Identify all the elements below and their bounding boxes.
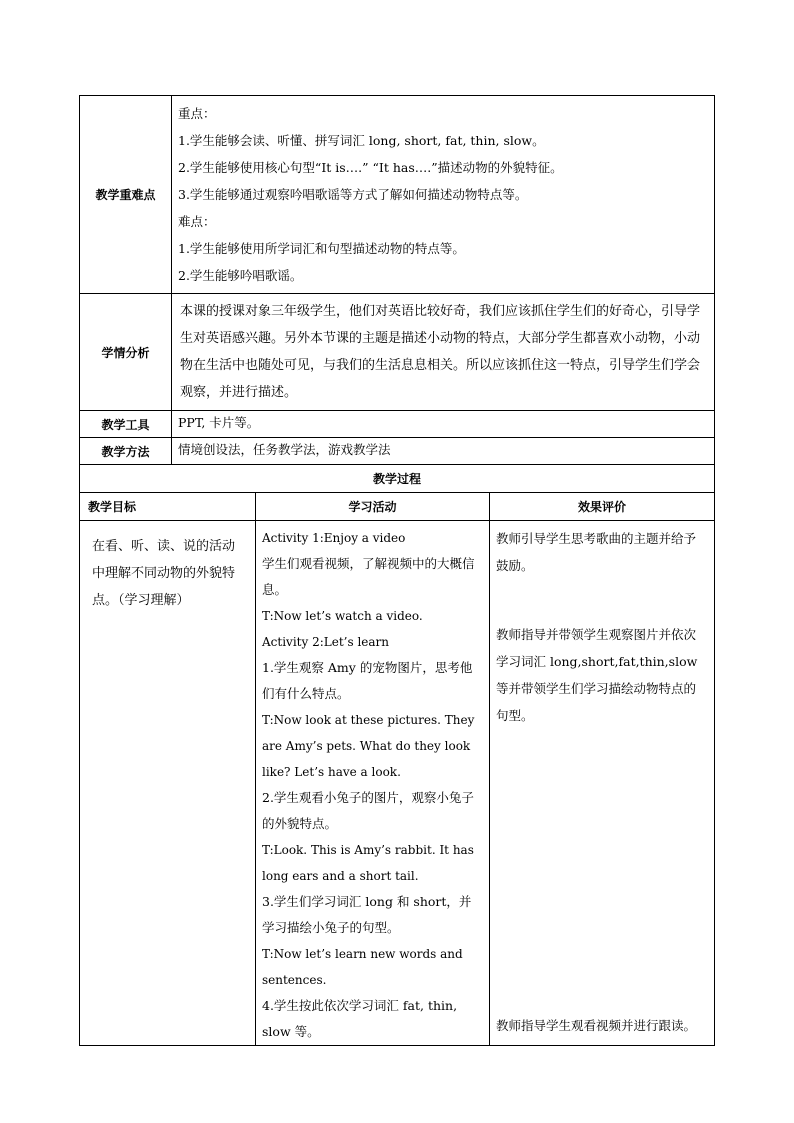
methods-row (80, 438, 715, 465)
activity-line: T:Look. This is Amy’s rabbit. It has long ears and a short tail. (262, 843, 474, 883)
focus-line: 难点： (178, 214, 216, 229)
activity-line: T:Now let’s watch a video. (262, 609, 423, 623)
focus-line: 1.学生能够使用所学词汇和句型描述动物的特点等。 (178, 241, 465, 256)
analysis-label: 学情分析 (80, 294, 172, 411)
header-goal: 教学目标 (80, 493, 256, 521)
activity-line: T:Now let’s learn new words and sentences. (262, 947, 463, 987)
focus-content (172, 96, 715, 294)
tools-row (80, 411, 715, 438)
focus-line: 2.学生能够使用核心句型“It is….” “It has….”描述动物的外貌特征。 (178, 160, 563, 175)
activity-line: 3.学生们学习词汇 long 和 short，并学习描绘小兔子的句型。 (262, 894, 472, 935)
activity-line: 学生们观看视频，了解视频中的大概信息。 (262, 556, 475, 597)
focus-label: 教学重难点 (80, 96, 172, 294)
lesson-plan-table (79, 95, 715, 1046)
activity-line: Activity 1:Enjoy a video (262, 531, 406, 545)
activity-line: 4.学生按此依次学习词汇 fat, thin, slow 等。 (262, 998, 458, 1039)
evaluation-list (490, 521, 714, 1045)
focus-line: 2.学生能够吟唱歌谣。 (178, 268, 303, 283)
focus-line: 重点： (178, 106, 216, 121)
process-body-row (80, 521, 715, 1046)
focus-row (80, 96, 715, 294)
process-title-row (80, 465, 715, 493)
header-activity: 学习活动 (256, 493, 490, 521)
goal-text: 在看、听、读、说的活动中理解不同动物的外貌特点。（学习理解） (92, 539, 236, 608)
tools-text: PPT, 卡片等。 (178, 415, 260, 430)
focus-line: 3.学生能够通过观察吟唱歌谣等方式了解如何描述动物特点等。 (178, 187, 528, 202)
header-evaluation: 效果评价 (490, 493, 715, 521)
activity-line: 1.学生观察 Amy 的宠物图片，思考他们有什么特点。 (262, 660, 473, 701)
activity-list (256, 521, 489, 1045)
process-header-row (80, 493, 715, 521)
evaluation-line: 教师指导学生观看视频并进行跟读。 (496, 1018, 697, 1033)
analysis-row (80, 294, 715, 411)
analysis-text: 本课的授课对象三年级学生，他们对英语比较好奇，我们应该抓住学生们的好奇心，引导学生对英语感兴趣。另外本节课的主题是描述小动物的特点，大部分学生都喜欢小动物，小动物在生活中也随处可见，与我们的生活息息相关。所以应该抓住这一特点，引导学生们学会观察，并进行描述。 (180, 304, 701, 400)
methods-text: 情境创设法，任务教学法，游戏教学法 (178, 442, 391, 457)
focus-line: 1.学生能够会读、听懂、拼写词汇 long, short, fat, thin, slow。 (178, 133, 545, 148)
tools-label: 教学工具 (80, 411, 172, 438)
activity-line: Activity 2:Let’s learn (262, 635, 389, 649)
evaluation-line: 教师引导学生思考歌曲的主题并给予鼓励。 (496, 531, 697, 573)
process-title: 教学过程 (80, 465, 715, 493)
activity-line: T:Now look at these pictures. They are Amy’s pets. What do they look like? Let’s have a look. (262, 713, 475, 779)
methods-label: 教学方法 (80, 438, 172, 465)
activity-line: 2.学生观看小兔子的图片，观察小兔子的外貌特点。 (262, 790, 474, 831)
evaluation-line: 教师指导并带领学生观察图片并依次学习词汇 long,short,fat,thin,slow 等并带领学生们学习描绘动物特点的句型。 (496, 627, 698, 723)
